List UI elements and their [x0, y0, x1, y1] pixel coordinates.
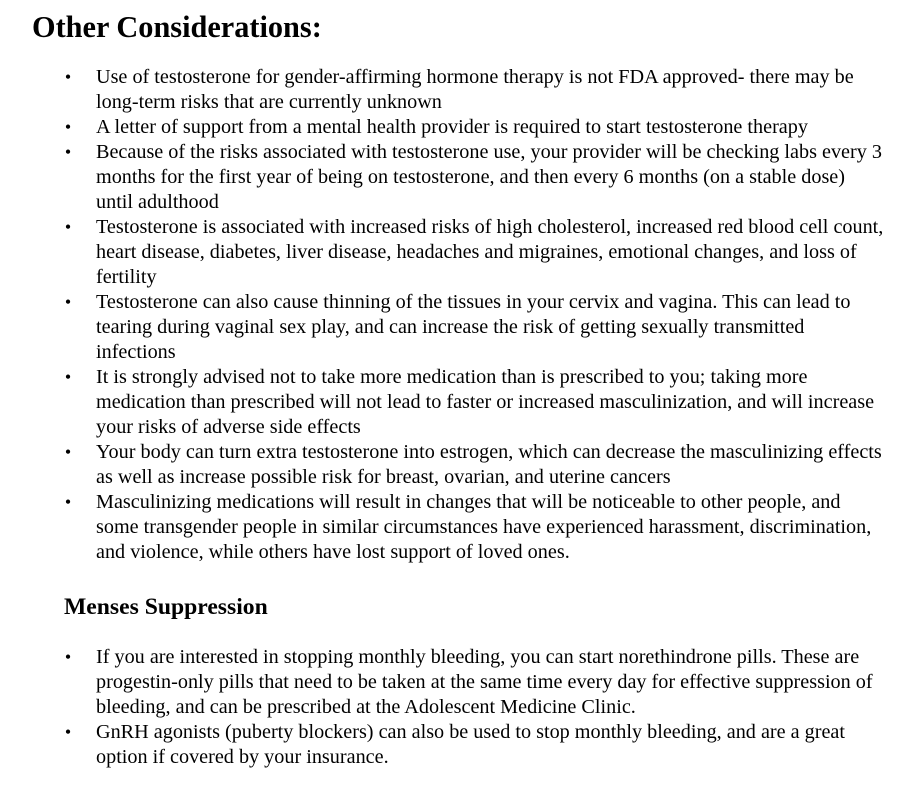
list-item	[0, 290, 898, 365]
list-item	[0, 115, 898, 140]
list-item-text: A letter of support from a mental health provider is required to start testosterone therapy	[96, 116, 808, 138]
list-item	[0, 440, 898, 490]
list-item-text: If you are interested in stopping monthly bleeding, you can start norethindrone pills. These are progestin-only pills that need to be taken at the same time every day for effective suppression of bleeding, and can be prescribed at the Adolescent Medicine Clinic.	[96, 646, 873, 718]
list-item	[0, 645, 898, 720]
other-considerations-list	[0, 65, 898, 565]
list-item	[0, 720, 898, 770]
list-item-text: Because of the risks associated with testosterone use, your provider will be checking labs every 3 months for the first year of being on testosterone, and then every 6 months (on a stable dose) until adulthood	[96, 141, 882, 213]
bullet-icon: •	[64, 142, 72, 162]
list-item	[0, 490, 898, 565]
bullet-icon: •	[64, 117, 72, 137]
list-item-text: GnRH agonists (puberty blockers) can also be used to stop monthly bleeding, and are a great option if covered by your insurance.	[96, 721, 845, 768]
bullet-icon: •	[64, 367, 72, 387]
list-item-text: Testosterone is associated with increased risks of high cholesterol, increased red blood cell count, heart disease, diabetes, liver disease, headaches and migraines, emotional changes, and loss of fertility	[96, 216, 884, 288]
list-item-text: Testosterone can also cause thinning of the tissues in your cervix and vagina. This can lead to tearing during vaginal sex play, and can increase the risk of getting sexually transmitted infections	[96, 291, 851, 363]
list-item-text: Your body can turn extra testosterone into estrogen, which can decrease the masculinizing effects as well as increase possible risk for breast, ovarian, and uterine cancers	[96, 441, 882, 488]
list-item-text: Use of testosterone for gender-affirming hormone therapy is not FDA approved- there may be long-term risks that are currently unknown	[96, 66, 854, 113]
list-item	[0, 65, 898, 115]
list-item	[0, 365, 898, 440]
bullet-icon: •	[64, 647, 72, 667]
list-item	[0, 140, 898, 215]
list-item-text: Masculinizing medications will result in changes that will be noticeable to other people, and some transgender people in similar circumstances have experienced harassment, discrimination, and violence, while others have lost support of loved ones.	[96, 491, 872, 563]
bullet-icon: •	[64, 492, 72, 512]
bullet-icon: •	[64, 442, 72, 462]
bullet-icon: •	[64, 217, 72, 237]
section-heading-menses-suppression: Menses Suppression	[64, 594, 268, 620]
section-heading-other-considerations: Other Considerations:	[32, 10, 322, 44]
bullet-icon: •	[64, 292, 72, 312]
bullet-icon: •	[64, 67, 72, 87]
list-item-text: It is strongly advised not to take more medication than is prescribed to you; taking more medication than prescribed will not lead to faster or increased masculinization, and will increase your risks of adverse side effects	[96, 366, 875, 438]
menses-suppression-list	[0, 645, 898, 770]
list-item	[0, 215, 898, 290]
bullet-icon: •	[64, 722, 72, 742]
